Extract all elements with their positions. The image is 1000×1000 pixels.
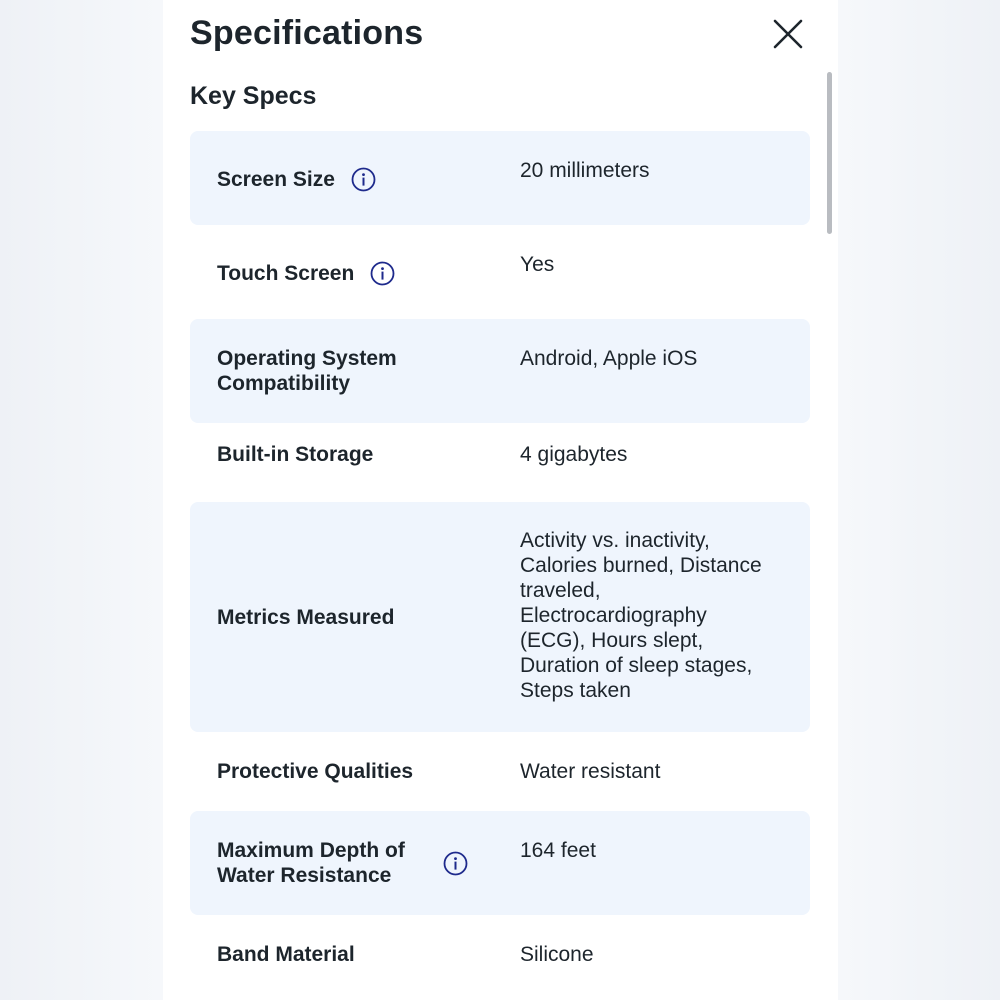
backdrop-right <box>838 0 1000 1000</box>
info-icon[interactable] <box>370 261 395 286</box>
spec-value: Yes <box>520 253 555 276</box>
spec-row-built-in-storage <box>190 423 810 502</box>
specifications-panel <box>163 0 838 1000</box>
spec-row-band-material <box>190 915 810 995</box>
spec-row-max-depth-water-resistance <box>190 811 810 915</box>
spec-row-metrics-measured <box>190 502 810 732</box>
spec-label: Operating System Compatibility <box>217 347 397 395</box>
spec-row-protective-qualities <box>190 732 810 811</box>
spec-label: Touch Screen <box>217 261 355 285</box>
spec-value: 164 feet <box>520 839 596 862</box>
backdrop-left <box>0 0 163 1000</box>
info-icon[interactable] <box>351 167 376 192</box>
spec-value: Water resistant <box>520 760 661 783</box>
spec-label: Maximum Depth of Water Resistance <box>217 839 405 887</box>
spec-table <box>190 131 810 995</box>
section-title: Key Specs <box>190 82 317 110</box>
spec-value: 20 millimeters <box>520 159 650 182</box>
spec-row-os-compatibility <box>190 319 810 423</box>
spec-label: Screen Size <box>217 167 335 191</box>
scrollbar[interactable] <box>827 72 832 234</box>
spec-label: Built-in Storage <box>217 443 374 466</box>
spec-label: Protective Qualities <box>217 760 414 783</box>
panel-title: Specifications <box>190 14 424 52</box>
info-icon[interactable] <box>443 851 468 876</box>
spec-value: Silicone <box>520 943 594 966</box>
spec-value: 4 gigabytes <box>520 443 628 466</box>
spec-row-screen-size <box>190 131 810 225</box>
spec-value: Activity vs. inactivity, Calories burned, Distance traveled, Electrocardiography (ECG), Hours slept, Duration of sleep stages, Steps taken <box>520 529 762 702</box>
spec-label: Metrics Measured <box>217 605 395 629</box>
close-icon <box>773 19 803 49</box>
spec-label: Band Material <box>217 943 355 966</box>
close-button[interactable] <box>768 14 808 54</box>
spec-row-touch-screen <box>190 225 810 319</box>
spec-value: Android, Apple iOS <box>520 347 698 370</box>
